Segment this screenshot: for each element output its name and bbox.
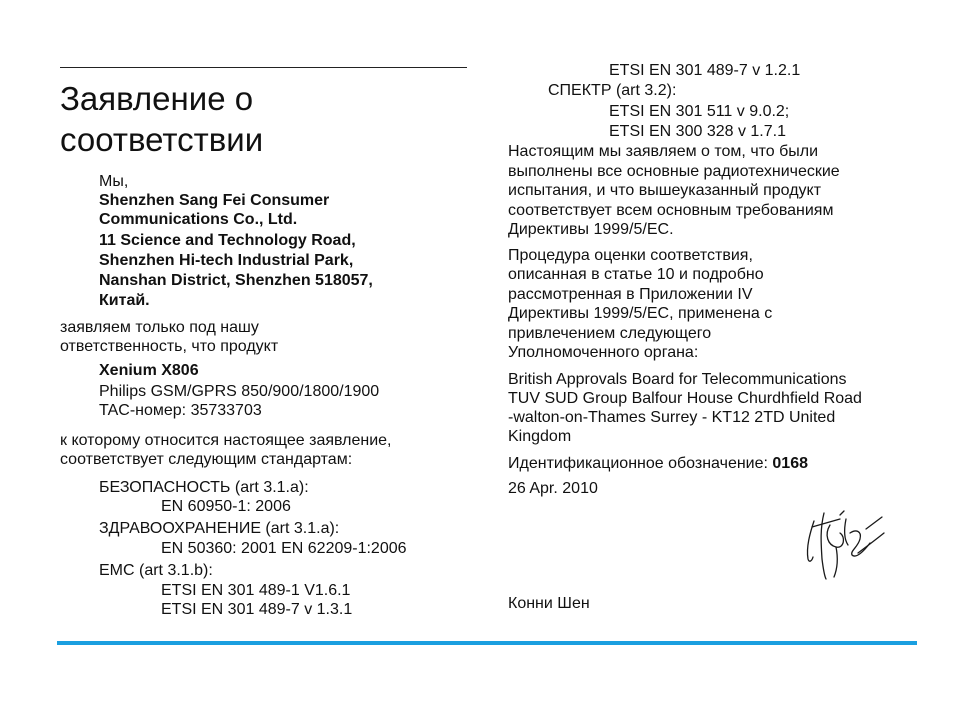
product-description: Philips GSM/GPRS 850/900/1800/1900	[99, 383, 380, 400]
title-line: соответствии	[60, 121, 264, 158]
declaration-line: заявляем только под нашу	[60, 319, 259, 336]
signature-image	[800, 507, 890, 582]
company-line: Communications Co., Ltd.	[99, 211, 298, 228]
bottom-accent-bar	[57, 641, 917, 645]
notified-body-line: British Approvals Board for Telecommunications	[508, 371, 847, 388]
notified-body-line: Kingdom	[508, 428, 572, 445]
top-divider	[60, 67, 467, 68]
procedure-line: описанная в статье 10 и подробно	[508, 266, 764, 283]
signatory-name: Конни Шен	[508, 595, 590, 612]
standards-intro-line: к которому относится настоящее заявление,	[60, 432, 392, 449]
company-line: Shenzhen Sang Fei Consumer	[99, 192, 330, 209]
procedure-line: Уполномоченного органа:	[508, 344, 699, 361]
page-title	[60, 78, 263, 160]
safety-value: EN 60950-1: 2006	[161, 498, 291, 515]
conformity-line: соответствует всем основным требованиям	[508, 202, 834, 219]
company-intro: Мы,	[99, 173, 129, 190]
title-line: Заявление о	[60, 80, 254, 117]
identification-number: 0168	[772, 455, 808, 472]
emc-value: ETSI EN 301 489-7 v 1.2.1	[609, 62, 801, 79]
emc-value: ETSI EN 301 489-1 V1.6.1	[161, 582, 351, 599]
conformity-line: Директивы 1999/5/EC.	[508, 221, 674, 238]
safety-label: БЕЗОПАСНОСТЬ (art 3.1.a):	[99, 479, 309, 496]
conformity-line: выполнены все основные радиотехнические	[508, 163, 840, 180]
product-tac: TAC-номер: 35733703	[99, 402, 262, 419]
company-line: 11 Science and Technology Road,	[99, 232, 356, 249]
procedure-line: рассмотренная в Приложении IV	[508, 286, 753, 303]
company-line: Nanshan District, Shenzhen 518057,	[99, 272, 373, 289]
procedure-line: привлечением следующего	[508, 325, 712, 342]
procedure-line: Процедура оценки соответствия,	[508, 247, 753, 264]
declaration-date: 26 Apr. 2010	[508, 480, 598, 497]
company-line: Shenzhen Hi-tech Industrial Park,	[99, 252, 354, 269]
notified-body-line: -walton-on-Thames Surrey - KT12 2TD United	[508, 409, 836, 426]
conformity-line: Настоящим мы заявляем о том, что были	[508, 143, 819, 160]
standards-intro-line: соответствует следующим стандартам:	[60, 451, 353, 468]
spectrum-value: ETSI EN 300 328 v 1.7.1	[609, 123, 786, 140]
product-name: Xenium X806	[99, 362, 199, 379]
conformity-line: испытания, и что вышеуказанный продукт	[508, 182, 822, 199]
emc-value: ETSI EN 301 489-7 v 1.3.1	[161, 601, 353, 618]
identification	[508, 454, 808, 473]
emc-label: EMC (art 3.1.b):	[99, 562, 213, 579]
spectrum-label: СПЕКТР (art 3.2):	[548, 82, 677, 99]
health-value: EN 50360: 2001 EN 62209-1:2006	[161, 540, 407, 557]
notified-body-line: TUV SUD Group Balfour House Churdhfield Road	[508, 390, 862, 407]
declaration-line: ответственность, что продукт	[60, 338, 279, 355]
company-line: Китай.	[99, 292, 150, 309]
procedure-line: Директивы 1999/5/EC, применена с	[508, 305, 773, 322]
identification-label: Идентификационное обозначение:	[508, 455, 768, 472]
spectrum-value: ETSI EN 301 511 v 9.0.2;	[609, 103, 790, 120]
health-label: ЗДРАВООХРАНЕНИЕ (art 3.1.a):	[99, 520, 340, 537]
